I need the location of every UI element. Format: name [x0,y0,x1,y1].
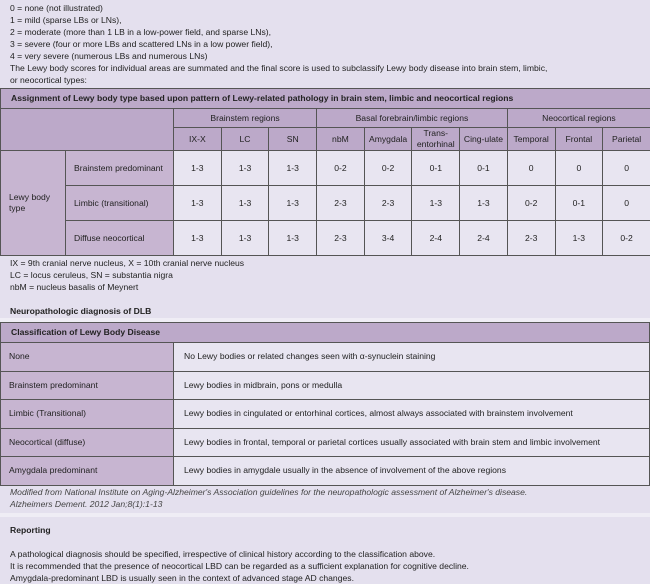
citation-line: Modified from National Institute on Aging-Alzheimer's Association guidelines for the neuropathologic assessment of Alzheimer's disease. [10,486,527,498]
classification-label: Neocortical (diffuse) [1,428,174,457]
score-cell: 0 [603,151,650,186]
score-cell: 0-2 [507,186,555,221]
classification-label: Limbic (Transitional) [1,400,174,429]
scale-line: 2 = moderate (more than 1 LB in a low-power field, and sparse LNs), [10,26,272,38]
abbreviations [10,257,244,293]
column-header: Trans-entorhinal [412,128,460,151]
abbrev-line: IX = 9th cranial nerve nucleus, X = 10th cranial nerve nucleus [10,257,244,269]
score-cell: 2-3 [364,186,412,221]
scale-line: 3 = severe (four or more LBs and scattered LNs in a low power field), [10,38,272,50]
column-header: Temporal [507,128,555,151]
classification-description: Lewy bodies in cingulated or entorhinal cortices, almost always associated with brainstem involvement [174,400,650,429]
reporting-title: Reporting [10,524,51,536]
row-label: Brainstem predominant [66,151,174,186]
table-row [1,457,650,486]
table1-title: Assignment of Lewy body type based upon pattern of Lewy-related pathology in brain stem, limbic and neocortical regions [1,89,650,109]
score-cell: 1-3 [269,151,317,186]
empty-header [1,109,174,151]
reporting-line: Amygdala-predominant LBD is usually seen in the context of advanced stage AD changes. [10,572,469,584]
intro-line: or neocortical types: [10,74,547,86]
column-header: SN [269,128,317,151]
row-label: Diffuse neocortical [66,221,174,256]
table-row [1,343,650,372]
table-row [1,371,650,400]
table-row [1,186,650,221]
score-cell: 2-3 [317,221,365,256]
score-cell: 0-1 [555,186,603,221]
score-cell: 0-2 [317,151,365,186]
column-header: Parietal [603,128,650,151]
classification-description: Lewy bodies in frontal, temporal or parietal cortices usually associated with brain stem and limbic involvement [174,428,650,457]
scale-line: 1 = mild (sparse LBs or LNs), [10,14,272,26]
classification-label: Brainstem predominant [1,371,174,400]
score-cell: 1-3 [221,221,269,256]
severity-scale [10,2,272,62]
classification-label: Amygdala predominant [1,457,174,486]
scale-line: 0 = none (not illustrated) [10,2,272,14]
score-cell: 2-4 [460,221,508,256]
score-cell: 1-3 [269,186,317,221]
section-title: Neuropathologic diagnosis of DLB [10,305,151,317]
column-header: Cing-ulate [460,128,508,151]
score-cell: 1-3 [174,221,222,256]
score-cell: 1-3 [269,221,317,256]
divider [0,513,650,517]
column-header: LC [221,128,269,151]
classification-table [0,322,650,486]
row-label: Limbic (transitional) [66,186,174,221]
score-cell: 0-1 [412,151,460,186]
table-row [1,151,650,186]
group-header: Neocortical regions [507,109,650,128]
classification-description: Lewy bodies in amygdale usually in the absence of involvement of the above regions [174,457,650,486]
row-group-label: Lewy body type [1,151,66,256]
score-cell: 0 [555,151,603,186]
classification-description: Lewy bodies in midbrain, pons or medulla [174,371,650,400]
score-cell: 2-3 [507,221,555,256]
score-cell: 0-1 [460,151,508,186]
score-cell: 1-3 [460,186,508,221]
group-header: Basal forebrain/limbic regions [317,109,508,128]
column-header: Frontal [555,128,603,151]
score-cell: 1-3 [221,151,269,186]
table-row [1,428,650,457]
column-header: Amygdala [364,128,412,151]
group-header: Brainstem regions [174,109,317,128]
citation-line: Alzheimers Dement. 2012 Jan;8(1):1-13 [10,498,527,510]
column-header: IX-X [174,128,222,151]
score-cell: 0 [507,151,555,186]
citation [10,486,527,510]
score-cell: 0-2 [603,221,650,256]
intro-paragraph [10,62,547,86]
intro-line: The Lewy body scores for individual areas are summated and the final score is used to subclassify Lewy body disease into brain stem, limbic, [10,62,547,74]
abbrev-line: LC = locus ceruleus, SN = substantia nigra [10,269,244,281]
lewy-type-table [0,88,650,256]
score-cell: 1-3 [555,221,603,256]
table-row [1,221,650,256]
score-cell: 0 [603,186,650,221]
score-cell: 0-2 [364,151,412,186]
score-cell: 3-4 [364,221,412,256]
column-header: nbM [317,128,365,151]
classification-description: No Lewy bodies or related changes seen with α-synuclein staining [174,343,650,372]
abbrev-line: nbM = nucleus basalis of Meynert [10,281,244,293]
classification-label: None [1,343,174,372]
score-cell: 2-4 [412,221,460,256]
reporting-text [10,548,469,584]
score-cell: 1-3 [174,151,222,186]
table2-title: Classification of Lewy Body Disease [1,323,650,343]
reporting-line: A pathological diagnosis should be specified, irrespective of clinical history according to the classification above. [10,548,469,560]
score-cell: 1-3 [412,186,460,221]
score-cell: 1-3 [221,186,269,221]
scale-line: 4 = very severe (numerous LBs and numerous LNs) [10,50,272,62]
reporting-line: It is recommended that the presence of neocortical LBD can be regarded as a sufficient explanation for cognitive decline. [10,560,469,572]
table-row [1,400,650,429]
score-cell: 2-3 [317,186,365,221]
score-cell: 1-3 [174,186,222,221]
